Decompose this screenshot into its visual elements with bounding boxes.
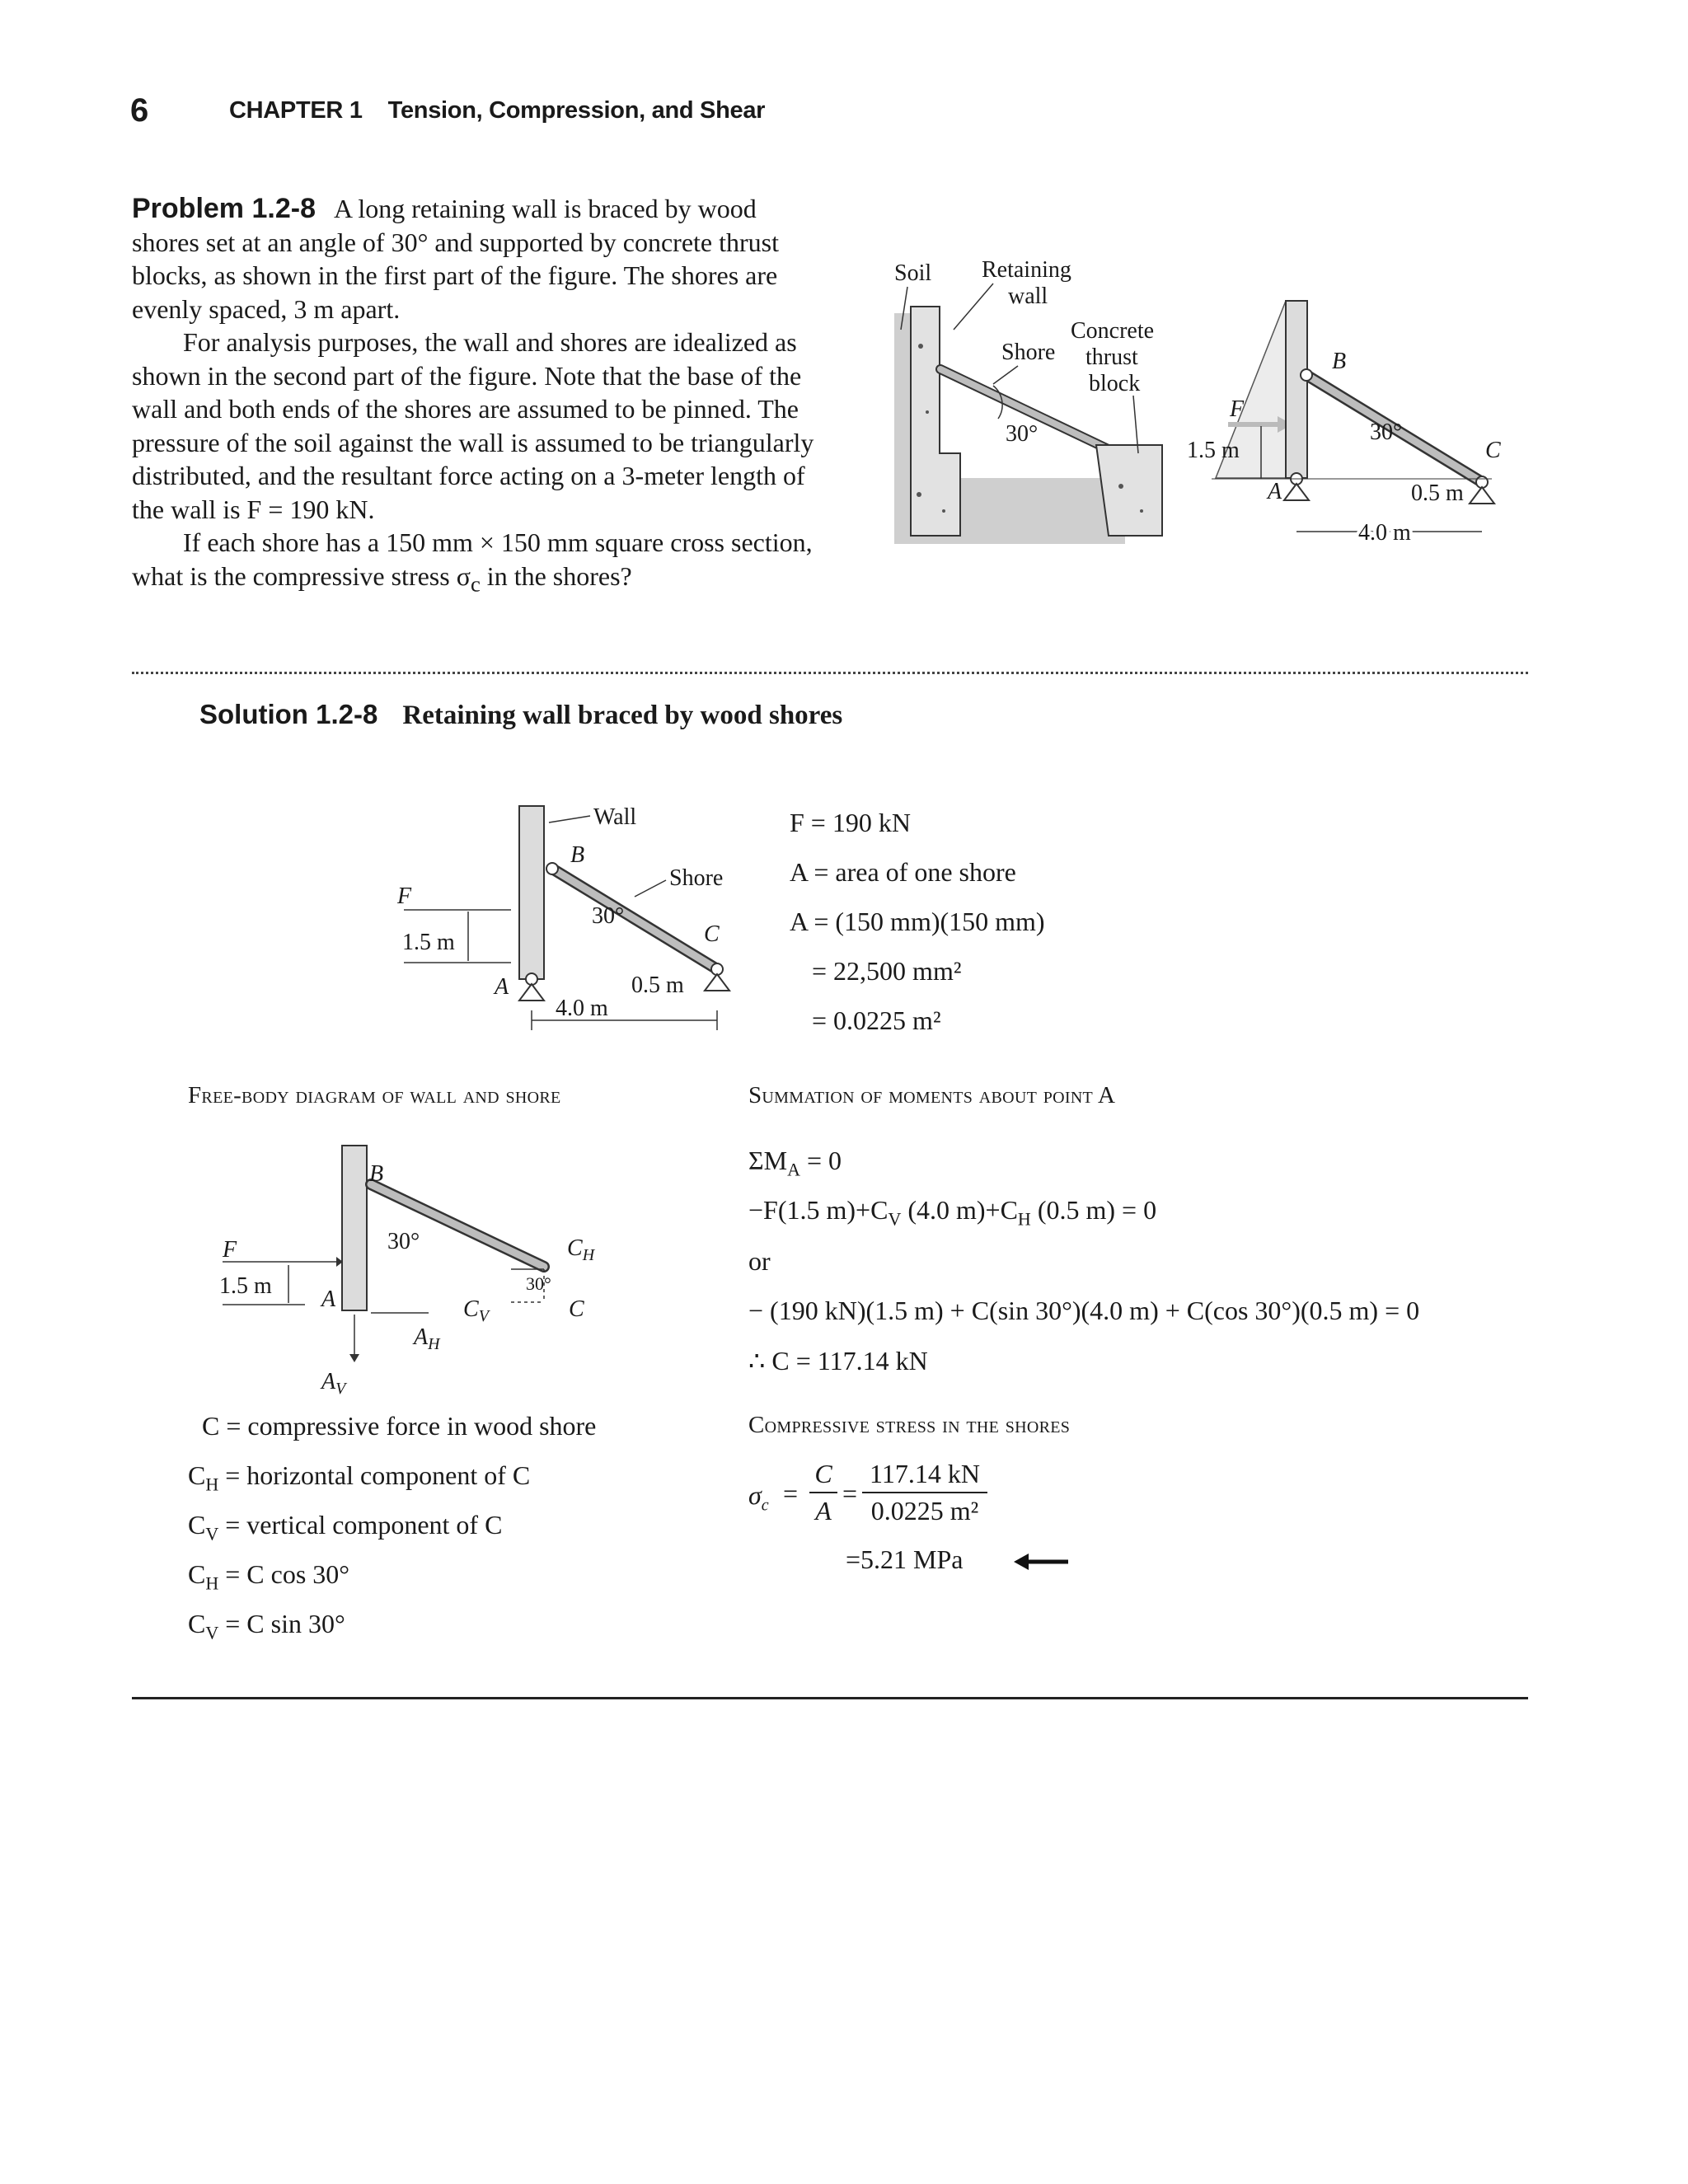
- bottom-rule: [132, 1697, 1528, 1699]
- def-CH: $C_H$ = horizontal component of C: [188, 1460, 531, 1495]
- diag-span-label: 4.0 m: [556, 996, 608, 1021]
- stress-heading: Compressive stress in the shores: [748, 1412, 1071, 1438]
- fbd-angle2-label: 30°: [526, 1273, 551, 1294]
- fig2-F-label: F: [1230, 396, 1245, 422]
- problem-paragraph-2: For analysis purposes, the wall and shores are idealized as shown in the second part of the figure. Note that the base of the wall and both ends of the shores are assumed to be pinned. The pressure of the soil against the wall is assumed to be triangularly distributed, and the resultant force acting on a 3-meter length of the wall is F = 190 kN.: [132, 327, 814, 524]
- problem-statement: [132, 192, 824, 600]
- fig1-soil-label: Soil: [894, 260, 932, 286]
- stress-result: =5.21 MPa: [846, 1544, 964, 1574]
- fbd-angle-label: 30°: [387, 1229, 420, 1254]
- fbd-F-label: F: [223, 1237, 237, 1263]
- fig2-height-label: 1.5 m: [1187, 438, 1240, 463]
- fig1-shore-label: Shore: [1001, 340, 1056, 365]
- fbd-CV-label: $C_V$: [463, 1296, 489, 1325]
- moment-result: ∴ C = 117.14 kN: [748, 1346, 928, 1376]
- fig2-offset-label: 0.5 m: [1411, 480, 1464, 506]
- moment-eq-3: − (190 kN)(1.5 m) + C(sin 30°)(4.0 m) + C(cos 30°)(0.5 m) = 0: [748, 1296, 1420, 1325]
- idealized-model-figure: [1179, 293, 1517, 556]
- problem-text-3a: If each shore has a 150 mm × 150 mm square cross section, what is the compressive stress σ: [132, 527, 813, 591]
- fig2-A-label: A: [1268, 479, 1282, 504]
- fbd-AV-label: $A_V$: [321, 1369, 346, 1397]
- frac2-num: 117.14 kN: [870, 1459, 980, 1488]
- fig1-wall-label: wall: [1008, 284, 1048, 309]
- def-C: C = compressive force in wood shore: [202, 1411, 597, 1441]
- fbd-height-label: 1.5 m: [219, 1273, 272, 1299]
- frac1-line: [809, 1492, 837, 1493]
- def-CV: $C_V$ = vertical component of C: [188, 1510, 503, 1544]
- fbd-A-label: A: [321, 1286, 336, 1312]
- moment-eq-1: $\Sigma M_A = 0$: [748, 1146, 842, 1180]
- fbd-caption: Free-body diagram of wall and shore: [188, 1082, 561, 1108]
- solution-label: Solution 1.2-8: [199, 699, 378, 729]
- stress-equals-2: =: [842, 1479, 858, 1508]
- solution-heading: Retaining wall braced by wood shores: [402, 701, 843, 730]
- frac1-num: C: [814, 1459, 832, 1488]
- fig1-block-label: block: [1089, 371, 1141, 396]
- fig1-thrust-label: thrust: [1085, 344, 1138, 370]
- diag-shore-label: Shore: [669, 865, 724, 891]
- fbd-CH-label: $C_H$: [567, 1235, 595, 1264]
- given-area-calc: A = (150 mm)(150 mm): [790, 907, 1045, 936]
- given-area-def: A = area of one shore: [790, 857, 1016, 887]
- frac2-line: [862, 1492, 987, 1493]
- diag-F-label: F: [397, 883, 412, 909]
- retaining-wall-figure: [894, 247, 1199, 552]
- fig2-span-label: 4.0 m: [1358, 520, 1411, 546]
- diag-angle-label: 30°: [592, 903, 625, 929]
- diag-B-label: B: [570, 842, 585, 868]
- problem-paragraph-1: [132, 192, 824, 326]
- problem-paragraph-3: [132, 526, 824, 600]
- fig1-angle: 30°: [1006, 421, 1039, 447]
- stress-sigma: $\sigma_c$: [748, 1480, 769, 1515]
- diag-offset-label: 0.5 m: [631, 972, 684, 998]
- fig2-C-label: C: [1485, 438, 1501, 463]
- given-area-m2: = 0.0225 m²: [812, 1005, 941, 1035]
- diag-A-label: A: [495, 974, 509, 1000]
- diag-wall-label: Wall: [593, 804, 637, 830]
- fbd-AH-label: $A_H$: [414, 1324, 440, 1353]
- problem-text-1: A long retaining wall is braced by wood shores set at an angle of 30° and supported by concrete thrust blocks, as shown in the first part of the figure. The shores are evenly spaced, 3 m apart.: [132, 194, 780, 324]
- fig2-B-label: B: [1332, 349, 1347, 374]
- answer-arrow-icon: [1014, 1549, 1070, 1574]
- chapter-title: CHAPTER 1 Tension, Compression, and Shear: [229, 97, 766, 124]
- fig2-angle-label: 30°: [1370, 419, 1403, 445]
- stress-equals-1: =: [783, 1479, 799, 1508]
- fbd-B-label: B: [369, 1161, 384, 1187]
- wall-shore-diagram: [387, 798, 742, 1053]
- frac1-den: A: [815, 1496, 832, 1526]
- section-separator: [132, 672, 1528, 674]
- sigma-subscript: c: [470, 570, 481, 596]
- problem-text-3b: in the shores?: [480, 560, 632, 591]
- frac2-den: 0.0225 m²: [870, 1496, 979, 1526]
- moment-or: or: [748, 1246, 771, 1276]
- given-area-mm2: = 22,500 mm²: [812, 956, 962, 986]
- fbd-C-label: C: [569, 1296, 584, 1322]
- def-CV-sin: $C_V = C$ sin 30°: [188, 1609, 345, 1643]
- fig1-concrete-label: Concrete: [1071, 318, 1155, 344]
- page-number: 6: [130, 92, 149, 129]
- problem-label: Problem 1.2-8: [132, 193, 316, 224]
- solution-title: [199, 699, 842, 731]
- diag-height-label: 1.5 m: [402, 930, 455, 955]
- def-CH-cos: $C_H = C$ cos 30°: [188, 1559, 350, 1594]
- diag-C-label: C: [704, 921, 720, 947]
- fig1-retaining-label: Retaining: [982, 257, 1071, 283]
- free-body-diagram: [206, 1141, 635, 1397]
- moments-heading: Summation of moments about point A: [748, 1082, 1116, 1108]
- moment-eq-2: −F(1.5 $m)+C_V$ (4.0 $m)+C_H$ (0.5 m) = 0: [748, 1195, 1157, 1230]
- given-F: F = 190 kN: [790, 808, 911, 837]
